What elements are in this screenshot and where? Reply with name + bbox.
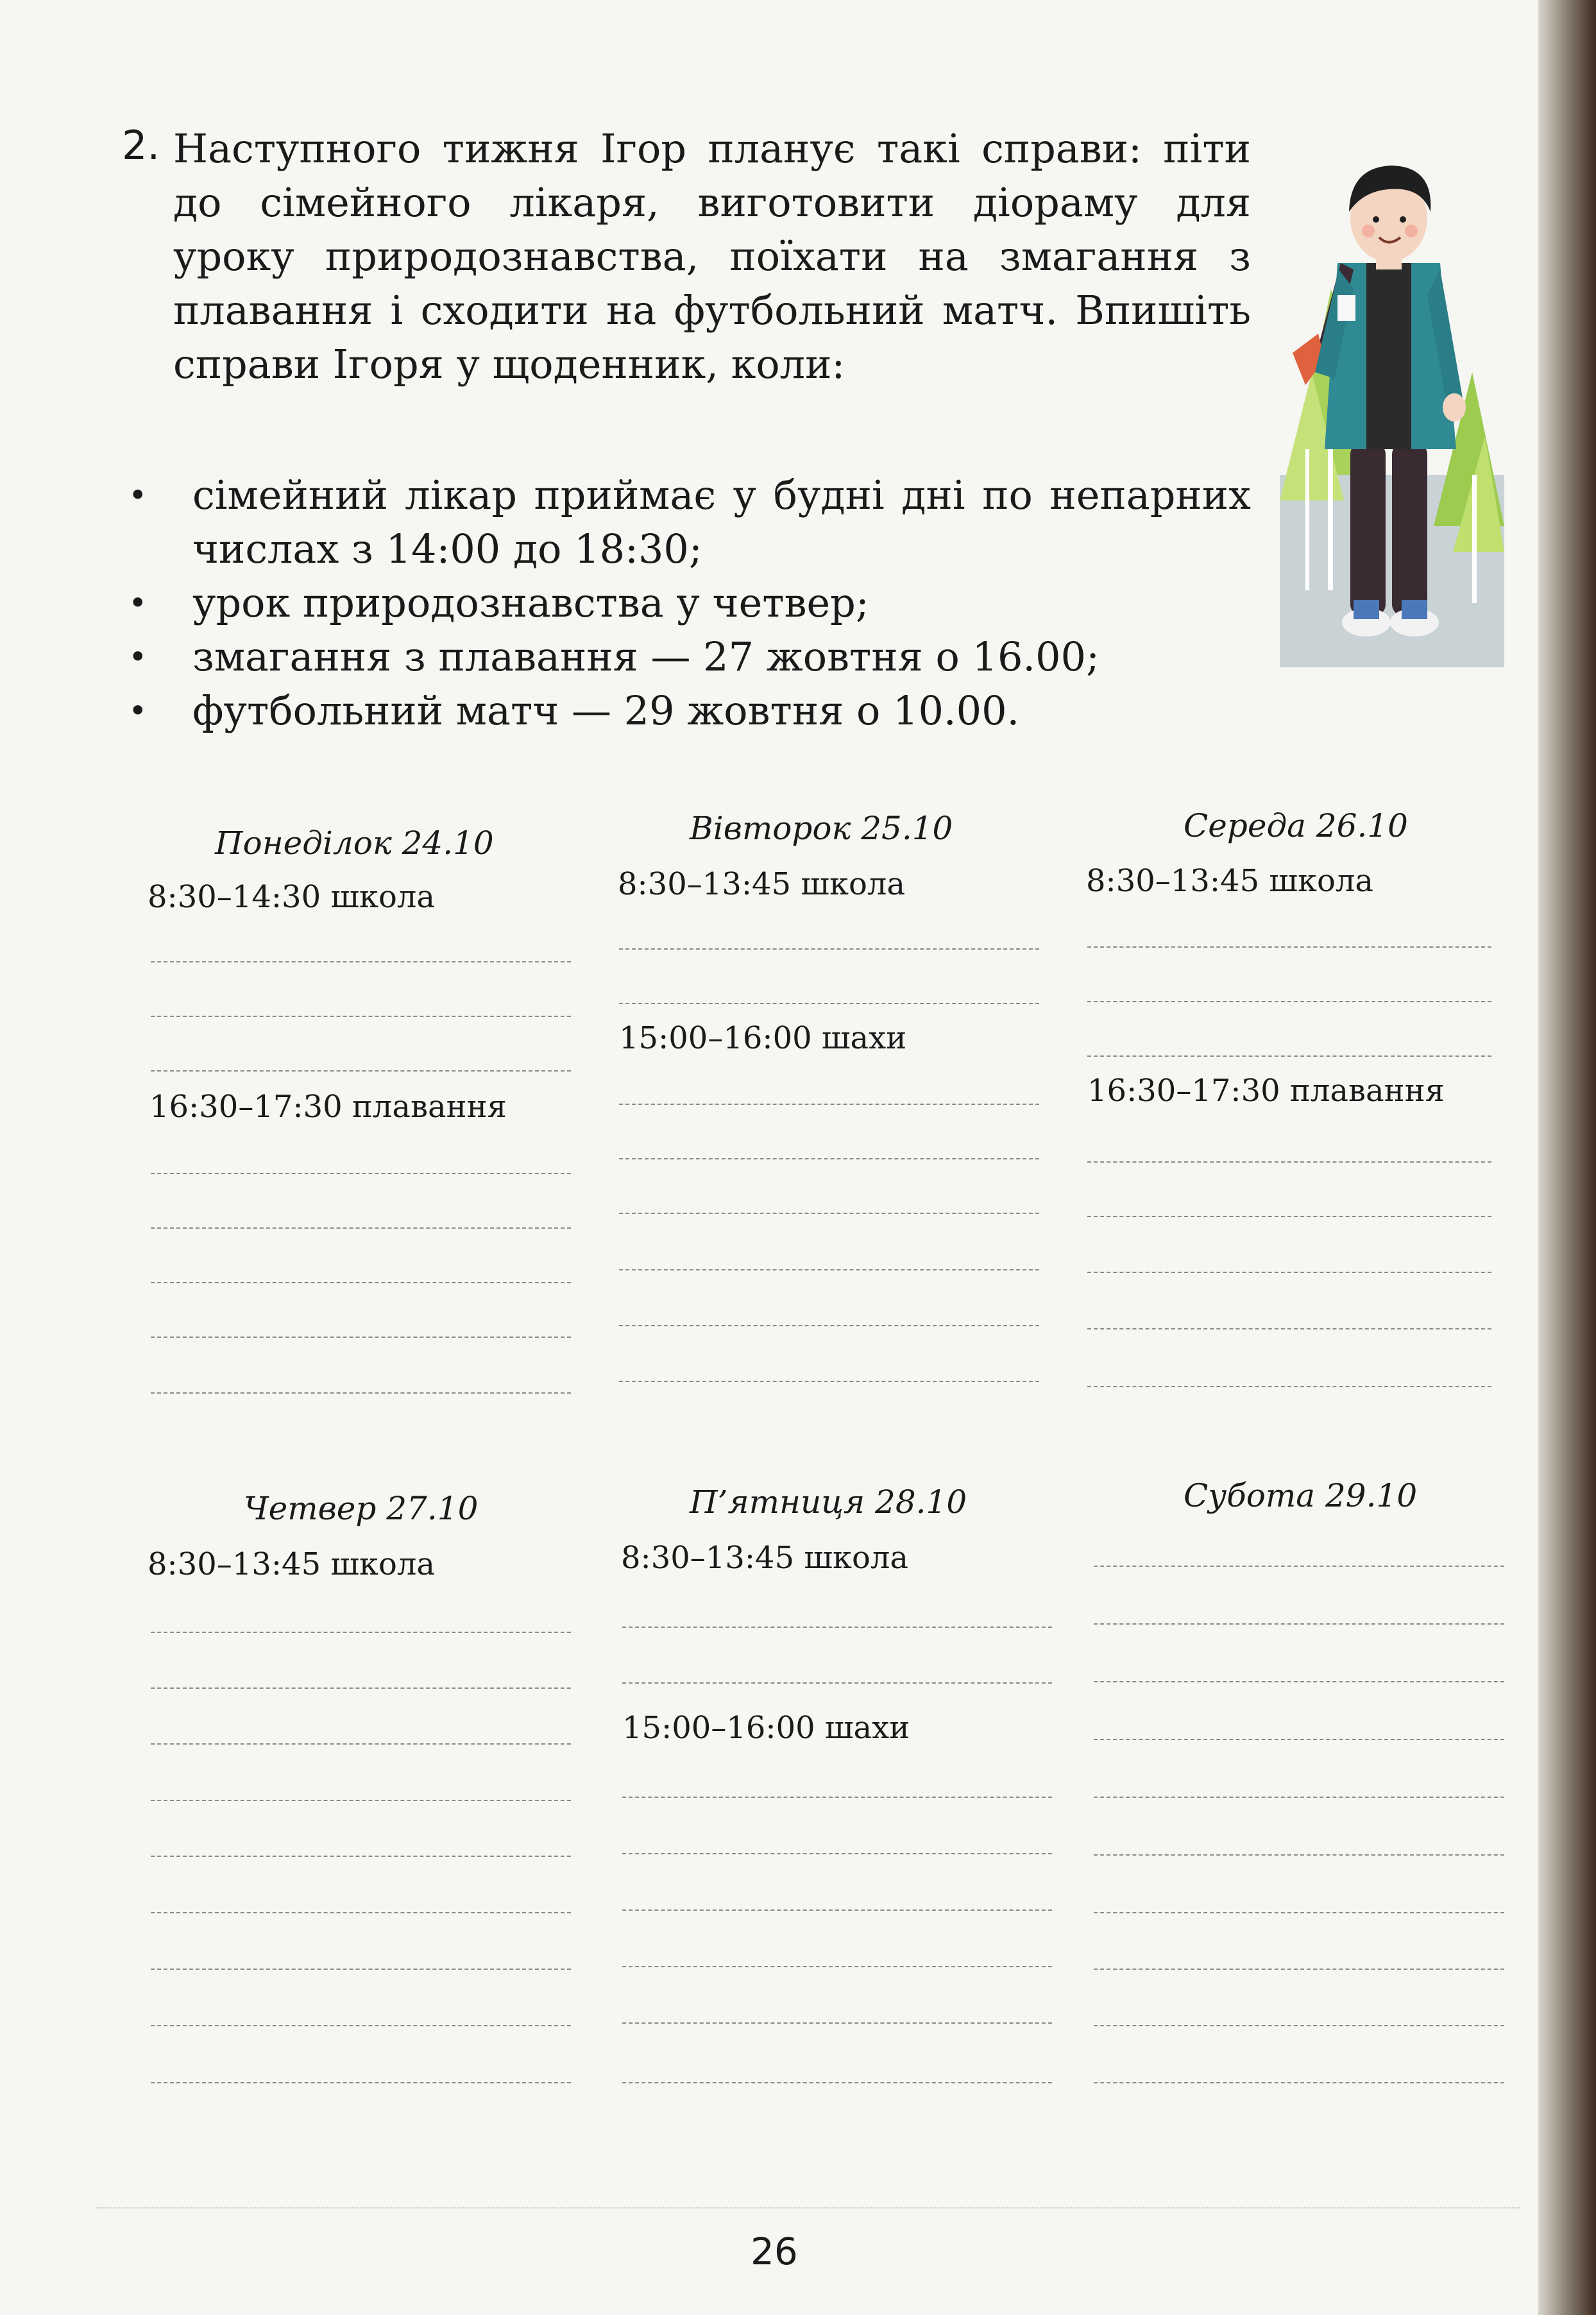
writing-line[interactable] xyxy=(151,1282,571,1283)
writing-line[interactable] xyxy=(1087,1001,1491,1002)
writing-line[interactable] xyxy=(1087,946,1491,948)
page-number: 26 xyxy=(751,2230,798,2273)
day-title-saturday: Субота 29.10 xyxy=(1184,1477,1418,1514)
diary-entry: 8:30–13:45 школа xyxy=(621,1540,909,1576)
writing-line[interactable] xyxy=(619,948,1039,950)
writing-line[interactable] xyxy=(1094,1623,1504,1625)
writing-line[interactable] xyxy=(1094,1969,1504,1970)
writing-line[interactable] xyxy=(151,1687,571,1689)
writing-line[interactable] xyxy=(1094,1566,1504,1567)
writing-line[interactable] xyxy=(1094,1739,1504,1740)
writing-line[interactable] xyxy=(619,1325,1039,1326)
writing-line[interactable] xyxy=(619,1269,1039,1270)
boy-illustration xyxy=(1280,141,1504,667)
writing-line[interactable] xyxy=(151,1912,571,1913)
writing-line[interactable] xyxy=(622,2022,1052,2024)
writing-line[interactable] xyxy=(622,1853,1052,1854)
writing-line[interactable] xyxy=(619,1158,1039,1159)
writing-line[interactable] xyxy=(1087,1328,1491,1329)
writing-line[interactable] xyxy=(622,1909,1052,1911)
writing-line[interactable] xyxy=(1094,1912,1504,1913)
diary-entry: 8:30–14:30 школа xyxy=(148,879,436,915)
book-edge xyxy=(1538,0,1596,2315)
writing-line[interactable] xyxy=(151,1800,571,1801)
writing-line[interactable] xyxy=(151,1337,571,1338)
writing-line[interactable] xyxy=(1094,2082,1504,2083)
task-number: 2. xyxy=(122,122,160,169)
day-title-thursday: Четвер 27.10 xyxy=(244,1490,479,1527)
writing-line[interactable] xyxy=(619,1003,1039,1004)
diary-entry: 16:30–17:30 плавання xyxy=(1087,1073,1445,1109)
writing-line[interactable] xyxy=(151,1969,571,1970)
writing-line[interactable] xyxy=(151,1392,571,1394)
writing-line[interactable] xyxy=(1094,1854,1504,1856)
writing-line[interactable] xyxy=(1087,1272,1491,1273)
writing-line[interactable] xyxy=(1094,1681,1504,1682)
writing-line[interactable] xyxy=(151,1173,571,1174)
condition-item: • сімейний лікар приймає у будні дні по непарних числах з 14:00 до 18:30; xyxy=(128,468,1251,576)
diary-entry: 15:00–16:00 шахи xyxy=(619,1020,907,1056)
writing-line[interactable] xyxy=(1087,1055,1491,1057)
writing-line[interactable] xyxy=(151,1227,571,1229)
diary-entry: 8:30–13:45 школа xyxy=(1086,863,1374,899)
writing-line[interactable] xyxy=(1087,1386,1491,1387)
writing-line[interactable] xyxy=(622,1627,1052,1628)
writing-line[interactable] xyxy=(151,1632,571,1633)
writing-line[interactable] xyxy=(1094,2025,1504,2026)
writing-line[interactable] xyxy=(622,1966,1052,1967)
day-title-monday: Понеділок 24.10 xyxy=(215,824,494,862)
diary-entry: 8:30–13:45 школа xyxy=(618,866,906,902)
task-text: Наступного тижня Ігор планує такі справи: піти до сімейного лікаря, виготовити діораму для уроку природознавства, поїхати на змагання з плавання і сходити на футбольний матч. Впишіть справи Ігоря у щоденник, коли: xyxy=(173,125,1251,388)
writing-line[interactable] xyxy=(1094,1797,1504,1798)
diary-entry: 16:30–17:30 плавання xyxy=(149,1089,507,1125)
writing-line[interactable] xyxy=(1087,1216,1491,1217)
writing-line[interactable] xyxy=(619,1213,1039,1214)
writing-line[interactable] xyxy=(622,1797,1052,1798)
conditions-list xyxy=(128,468,1251,738)
condition-item: • змагання з плавання — 27 жовтня о 16.00; xyxy=(128,630,1251,684)
writing-line[interactable] xyxy=(151,1856,571,1857)
writing-line[interactable] xyxy=(151,1743,571,1745)
writing-line[interactable] xyxy=(619,1104,1039,1105)
writing-line[interactable] xyxy=(151,1016,571,1017)
day-title-friday: П’ятниця 28.10 xyxy=(690,1483,967,1521)
writing-line[interactable] xyxy=(619,1381,1039,1382)
diary-entry: 15:00–16:00 шахи xyxy=(622,1710,910,1746)
writing-line[interactable] xyxy=(151,2082,571,2083)
condition-item: • урок природознавства у четвер; xyxy=(128,576,1251,630)
writing-line[interactable] xyxy=(1087,1161,1491,1163)
writing-line[interactable] xyxy=(622,2082,1052,2083)
writing-line[interactable] xyxy=(622,1682,1052,1684)
writing-line[interactable] xyxy=(151,961,571,962)
condition-item: • футбольний матч — 29 жовтня о 10.00. xyxy=(128,684,1251,738)
writing-line[interactable] xyxy=(151,2025,571,2026)
footer-divider xyxy=(96,2207,1520,2208)
day-title-wednesday: Середа 26.10 xyxy=(1184,807,1408,844)
writing-line[interactable] xyxy=(151,1070,571,1072)
day-title-tuesday: Вівторок 25.10 xyxy=(690,810,953,847)
diary-entry: 8:30–13:45 школа xyxy=(148,1546,436,1582)
